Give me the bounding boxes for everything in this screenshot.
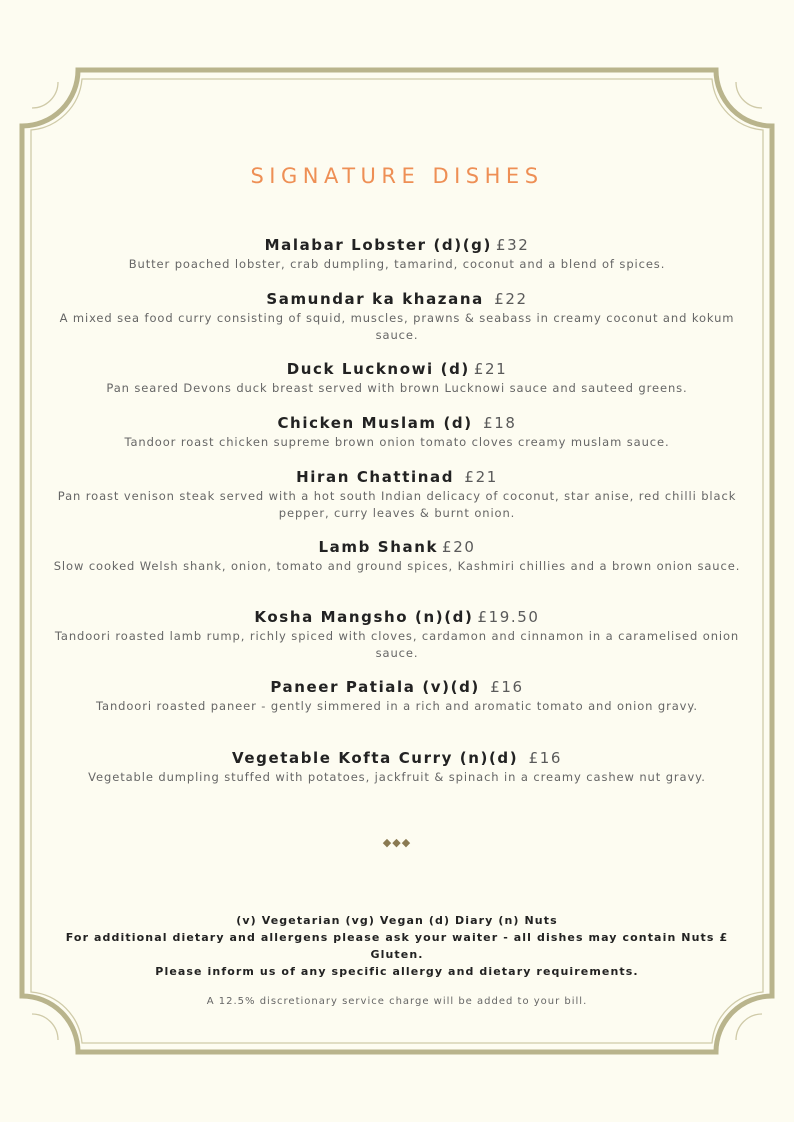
dish-item xyxy=(40,748,754,786)
diamond-separator-icon: ◆◆◆ xyxy=(382,836,412,849)
dish-name: Chicken Muslam (d) xyxy=(277,414,473,432)
dish-item xyxy=(40,289,754,343)
dish-description: Tandoori roasted lamb rump, richly spiced with cloves, cardamon and cinnamon in a caramelised onion sauce. xyxy=(54,629,740,660)
dish-item xyxy=(40,607,754,661)
dietary-legend: (v) Vegetarian (vg) Vegan (d) Diary (n) Nuts xyxy=(236,914,558,927)
dish-price: £21 xyxy=(473,360,508,378)
dish-item xyxy=(40,413,754,451)
frame-corner-arc xyxy=(736,1014,762,1040)
dish-description: Pan seared Devons duck breast served with brown Lucknowi sauce and sauteed greens. xyxy=(106,381,688,395)
dish-description: Vegetable dumpling stuffed with potatoes, jackfruit & spinach in a creamy cashew nut gravy. xyxy=(88,770,706,784)
dish-item xyxy=(40,467,754,521)
dish-name: Vegetable Kofta Curry (n)(d) xyxy=(231,749,519,767)
dish-item xyxy=(40,537,754,575)
dish-description: Pan roast venison steak served with a hot south Indian delicacy of coconut, star anise, red chilli black pepper, curry leaves & burnt onion. xyxy=(57,489,737,520)
page-title: SIGNATURE DISHES xyxy=(250,164,544,188)
service-charge-note: A 12.5% discretionary service charge will be added to your bill. xyxy=(206,996,588,1007)
dish-price: £18 xyxy=(476,414,517,432)
dish-item xyxy=(40,677,754,715)
dish-price: £22 xyxy=(487,290,528,308)
allergen-note: For additional dietary and allergens please ask your waiter - all dishes may contain Nuts £ Gluten. xyxy=(65,931,729,961)
dish-price: £16 xyxy=(483,678,524,696)
dish-description: Tandoor roast chicken supreme brown onion tomato cloves creamy muslam sauce. xyxy=(124,435,670,449)
dish-name: Kosha Mangsho (n)(d) xyxy=(254,608,474,626)
dish-price: £19.50 xyxy=(477,608,540,626)
dietary-notes xyxy=(40,912,754,980)
inform-note: Please inform us of any specific allergy and dietary requirements. xyxy=(155,965,639,978)
dish-description: Tandoori roasted paneer - gently simmered in a rich and aromatic tomato and onion gravy. xyxy=(96,699,698,713)
dish-price: £21 xyxy=(458,468,498,486)
dish-item xyxy=(40,359,754,397)
dish-description: Butter poached lobster, crab dumpling, tamarind, coconut and a blend of spices. xyxy=(128,257,666,271)
dish-name: Malabar Lobster (d)(g) xyxy=(264,236,492,254)
dish-name: Samundar ka khazana xyxy=(266,290,484,308)
frame-corner-arc xyxy=(32,1014,58,1040)
frame-corner-arc xyxy=(736,82,762,108)
dish-item xyxy=(40,235,754,273)
dish-name: Hiran Chattinad xyxy=(296,468,455,486)
dish-name: Paneer Patiala (v)(d) xyxy=(270,678,480,696)
dish-description: A mixed sea food curry consisting of squid, muscles, prawns & seabass in creamy coconut and kokum sauce. xyxy=(59,311,735,342)
dish-price: £16 xyxy=(522,749,563,767)
dish-name: Duck Lucknowi (d) xyxy=(286,360,470,378)
frame-corner-arc xyxy=(32,82,58,108)
dish-price: £20 xyxy=(442,538,476,556)
dish-price: £32 xyxy=(495,236,530,254)
dish-description: Slow cooked Welsh shank, onion, tomato and ground spices, Kashmiri chillies and a brown onion sauce. xyxy=(53,559,741,573)
dish-name: Lamb Shank xyxy=(318,538,439,556)
